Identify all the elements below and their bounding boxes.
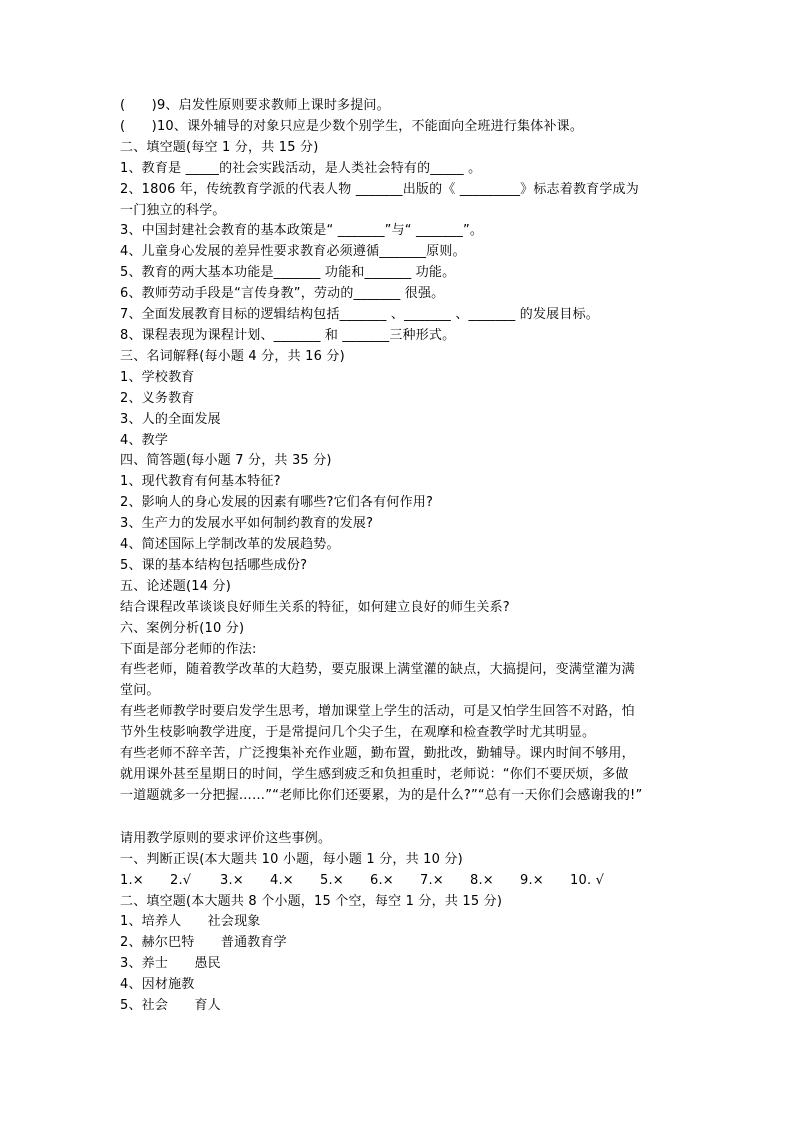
text-line: 2、义务教育 (120, 390, 195, 406)
judge-answer: 4.× (270, 872, 294, 888)
text-line: 3、中国封建社会教育的基本政策是“ _______”与“ _______”。 (120, 223, 484, 239)
text-line: 四、简答题(每小题 7 分，共 35 分) (120, 453, 332, 469)
text-line: 三、名词解释(每小题 4 分，共 16 分) (120, 348, 345, 364)
text-line: 有些老师，随着教学改革的大趋势，要克服课上满堂灌的缺点，大搞提问，变满堂灌为满 (120, 662, 635, 678)
text-line: 5、教育的两大基本功能是_______ 功能和_______ 功能。 (120, 265, 456, 281)
text-line: 3、人的全面发展 (120, 411, 221, 427)
text-line: 1、现代教育有何基本特征? (120, 474, 281, 490)
text-line: 1、教育是 _____的社会实践活动，是人类社会特有的_____ 。 (120, 160, 482, 176)
judge-answer: 8.× (470, 872, 494, 888)
text-line: 4、儿童身心发展的差异性要求教育必须遵循_______原则。 (120, 244, 466, 260)
text-line: 2、1806 年，传统教育学派的代表人物 _______出版的《 _________》标志着教育学成为 (120, 181, 639, 197)
answer-line: 5、社会 育人 (120, 998, 221, 1014)
text-line: 二、填空题(每空 1 分，共 15 分) (120, 139, 319, 155)
text-line: 2、影响人的身心发展的因素有哪些?它们各有何作用? (120, 495, 434, 511)
exam-questions (120, 96, 700, 807)
text-line: 4、教学 (120, 432, 169, 448)
text-line: 下面是部分老师的作法: (120, 641, 257, 657)
text-line: 有些老师教学时要启发学生思考，增加课堂上学生的活动，可是又怕学生回答不对路，怕 (120, 704, 635, 720)
answer-line: 1、培养人 社会现象 (120, 914, 261, 930)
text-line: 7、全面发展教育目标的逻辑结构包括_______ 、_______ 、_______ 的发展目标。 (120, 307, 599, 323)
text-line: 一门独立的科学。 (120, 202, 226, 218)
judge-answer: 1.× (120, 872, 144, 888)
text-line: 8、课程表现为课程计划、_______ 和 _______三种形式。 (120, 327, 456, 343)
judge-answer: 3.× (220, 872, 244, 888)
judge-answer: 6.× (370, 872, 394, 888)
text-line: 4、简述国际上学制改革的发展趋势。 (120, 537, 340, 553)
answer-line: 3、养士 愚民 (120, 956, 221, 972)
text-line: ( )9、启发性原则要求教师上课时多提问。 (120, 98, 390, 113)
answer-line: 2、赫尔巴特 普通教育学 (120, 935, 287, 951)
text-line: 一、判断正误(本大题共 10 小题，每小题 1 分，共 10 分) (120, 851, 463, 867)
text-line: ( )10、课外辅导的对象只应是少数个别学生，不能面向全班进行集体补课。 (120, 118, 584, 134)
judge-answer: 10. √ (570, 872, 605, 888)
judge-answer: 7.× (420, 872, 444, 888)
text-line: 就用课外甚至星期日的时间，学生感到疲乏和负担重时，老师说：“你们不要厌烦，多做 (120, 767, 629, 782)
text-line: 5、课的基本结构包括哪些成份? (120, 557, 308, 573)
text-line: 6、教师劳动手段是“言传身教”，劳动的_______ 很强。 (120, 286, 445, 302)
document-body (120, 96, 700, 1017)
judge-answer: 5.× (320, 872, 344, 888)
answer-intro (120, 829, 700, 871)
answer-line: 二、填空题(本大题共 8 个小题，15 个空，每空 1 分，共 15 分) (120, 893, 503, 909)
text-line: 请用教学原则的要求评价这些事例。 (120, 830, 332, 846)
text-line: 六、案例分析(10 分) (120, 620, 245, 636)
fill-in-answers (120, 892, 700, 1017)
text-line: 有些老师不辞辛苦，广泛搜集补充作业题，勤布置，勤批改，勤辅导。课内时间不够用， (120, 746, 635, 762)
text-line: 一道题就多一分把握……”“老师比你们还要累，为的是什么?”“总有一天你们会感谢我的!” (120, 787, 643, 803)
text-line: 1、学校教育 (120, 369, 195, 385)
text-line: 3、生产力的发展水平如何制约教育的发展? (120, 516, 374, 532)
judge-answer: 9.× (520, 872, 544, 888)
answer-line: 4、因材施教 (120, 977, 195, 993)
text-line: 堂问。 (120, 683, 160, 699)
blank-gap (120, 807, 700, 829)
text-line: 五、论述题(14 分) (120, 578, 232, 594)
judge-answer: 2.√ (170, 872, 192, 888)
text-line: 结合课程改革谈谈良好师生关系的特征，如何建立良好的师生关系? (120, 599, 510, 615)
judge-answers-row (120, 871, 700, 892)
text-line: 节外生枝影响教学进度，于是常提问几个尖子生，在观摩和检查教学时尤其明显。 (120, 725, 596, 741)
